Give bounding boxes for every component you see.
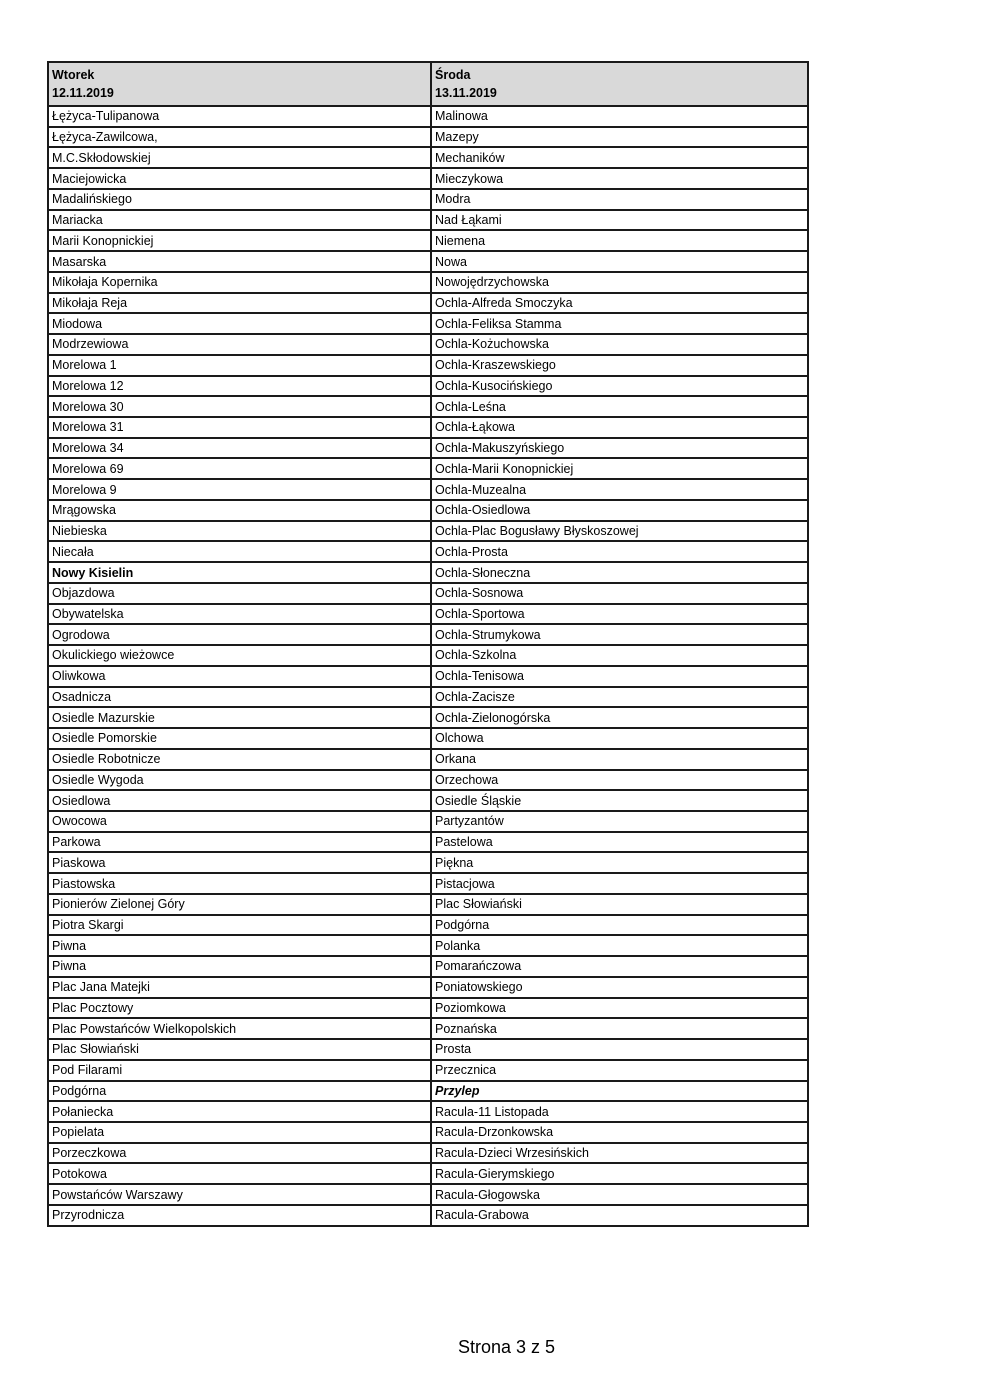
cell-tuesday-street: M.C.Skłodowskiej — [48, 147, 431, 168]
cell-tuesday-street: Osadnicza — [48, 687, 431, 708]
cell-tuesday-street: Nowy Kisielin — [48, 562, 431, 583]
table-row — [48, 1205, 808, 1226]
page-number: Strona 3 z 5 — [457, 1337, 556, 1357]
table-row — [48, 106, 808, 127]
cell-wednesday-street: Olchowa — [431, 728, 808, 749]
header-day: Wtorek — [52, 68, 95, 82]
cell-tuesday-street: Piwna — [48, 935, 431, 956]
cell-wednesday-street: Ochla-Kraszewskiego — [431, 355, 808, 376]
table-row — [48, 334, 808, 355]
table-row — [48, 521, 808, 542]
cell-tuesday-street: Owocowa — [48, 811, 431, 832]
cell-tuesday-street: Morelowa 69 — [48, 458, 431, 479]
cell-tuesday-street: Piwna — [48, 956, 431, 977]
table-row — [48, 147, 808, 168]
cell-tuesday-street: Morelowa 31 — [48, 417, 431, 438]
cell-tuesday-street: Parkowa — [48, 832, 431, 853]
table-row — [48, 355, 808, 376]
cell-tuesday-street: Piaskowa — [48, 852, 431, 873]
cell-tuesday-street: Maciejowicka — [48, 168, 431, 189]
cell-tuesday-street: Mrągowska — [48, 500, 431, 521]
cell-tuesday-street: Osiedle Robotnicze — [48, 749, 431, 770]
cell-tuesday-street: Powstańców Warszawy — [48, 1184, 431, 1205]
cell-wednesday-street: Ochla-Kusocińskiego — [431, 376, 808, 397]
table-row — [48, 687, 808, 708]
table-row — [48, 293, 808, 314]
cell-tuesday-street: Osiedle Wygoda — [48, 770, 431, 791]
table-row — [48, 458, 808, 479]
table-row — [48, 666, 808, 687]
cell-wednesday-street: Ochla-Sosnowa — [431, 583, 808, 604]
table-row — [48, 645, 808, 666]
header-tuesday — [48, 62, 431, 106]
table-row — [48, 1060, 808, 1081]
table-row — [48, 417, 808, 438]
table-row — [48, 1163, 808, 1184]
cell-wednesday-street: Racula-11 Listopada — [431, 1101, 808, 1122]
cell-tuesday-street: Przyrodnicza — [48, 1205, 431, 1226]
cell-wednesday-street: Pistacjowa — [431, 873, 808, 894]
table-row — [48, 583, 808, 604]
cell-wednesday-street: Polanka — [431, 935, 808, 956]
cell-wednesday-street: Ochla-Kożuchowska — [431, 334, 808, 355]
table-row — [48, 873, 808, 894]
table-row — [48, 396, 808, 417]
cell-tuesday-street: Obywatelska — [48, 604, 431, 625]
table-row — [48, 168, 808, 189]
cell-tuesday-street: Objazdowa — [48, 583, 431, 604]
table-row — [48, 894, 808, 915]
cell-wednesday-street: Poznańska — [431, 1018, 808, 1039]
schedule-table — [47, 61, 809, 1227]
cell-wednesday-street: Nad Łąkami — [431, 210, 808, 231]
cell-tuesday-street: Mikołaja Reja — [48, 293, 431, 314]
cell-tuesday-street: Okulickiego wieżowce — [48, 645, 431, 666]
table-row — [48, 541, 808, 562]
table-row — [48, 251, 808, 272]
table-row — [48, 313, 808, 334]
cell-wednesday-street: Mieczykowa — [431, 168, 808, 189]
header-day: Środa — [435, 68, 471, 82]
table-row — [48, 562, 808, 583]
cell-tuesday-street: Morelowa 34 — [48, 438, 431, 459]
cell-tuesday-street: Piastowska — [48, 873, 431, 894]
cell-tuesday-street: Madalińskiego — [48, 189, 431, 210]
cell-tuesday-street: Osiedle Pomorskie — [48, 728, 431, 749]
table-row — [48, 1039, 808, 1060]
header-date: 13.11.2019 — [435, 86, 497, 100]
cell-tuesday-street: Oliwkowa — [48, 666, 431, 687]
cell-tuesday-street: Łężyca-Tulipanowa — [48, 106, 431, 127]
cell-wednesday-street: Ochla-Feliksa Stamma — [431, 313, 808, 334]
table-row — [48, 1122, 808, 1143]
table-row — [48, 977, 808, 998]
table-row — [48, 624, 808, 645]
table-row — [48, 770, 808, 791]
page-footer — [0, 1337, 989, 1358]
table-row — [48, 500, 808, 521]
cell-tuesday-street: Morelowa 30 — [48, 396, 431, 417]
cell-wednesday-street: Malinowa — [431, 106, 808, 127]
cell-wednesday-street: Poniatowskiego — [431, 977, 808, 998]
cell-wednesday-street: Prosta — [431, 1039, 808, 1060]
cell-wednesday-street: Ochla-Sportowa — [431, 604, 808, 625]
table-row — [48, 127, 808, 148]
table-body — [48, 106, 808, 1226]
cell-tuesday-street: Podgórna — [48, 1081, 431, 1102]
cell-wednesday-street: Ochla-Marii Konopnickiej — [431, 458, 808, 479]
table-row — [48, 210, 808, 231]
cell-tuesday-street: Potokowa — [48, 1163, 431, 1184]
cell-tuesday-street: Marii Konopnickiej — [48, 230, 431, 251]
cell-wednesday-street: Ochla-Muzealna — [431, 479, 808, 500]
cell-wednesday-street: Ochla-Prosta — [431, 541, 808, 562]
cell-tuesday-street: Morelowa 1 — [48, 355, 431, 376]
cell-wednesday-street: Pomarańczowa — [431, 956, 808, 977]
table-row — [48, 749, 808, 770]
table-row — [48, 728, 808, 749]
cell-tuesday-street: Mariacka — [48, 210, 431, 231]
table-row — [48, 1184, 808, 1205]
table-row — [48, 376, 808, 397]
cell-wednesday-street: Podgórna — [431, 915, 808, 936]
table-row — [48, 230, 808, 251]
cell-tuesday-street: Mikołaja Kopernika — [48, 272, 431, 293]
cell-wednesday-street: Orzechowa — [431, 770, 808, 791]
table-row — [48, 1143, 808, 1164]
table-header — [48, 62, 808, 106]
cell-wednesday-street: Nowa — [431, 251, 808, 272]
cell-wednesday-street: Piękna — [431, 852, 808, 873]
cell-tuesday-street: Miodowa — [48, 313, 431, 334]
cell-tuesday-street: Plac Powstańców Wielkopolskich — [48, 1018, 431, 1039]
table-row — [48, 438, 808, 459]
cell-tuesday-street: Morelowa 12 — [48, 376, 431, 397]
cell-wednesday-street: Przylep — [431, 1081, 808, 1102]
table-row — [48, 852, 808, 873]
cell-tuesday-street: Osiedle Mazurskie — [48, 707, 431, 728]
cell-tuesday-street: Łężyca-Zawilcowa, — [48, 127, 431, 148]
table-row — [48, 272, 808, 293]
cell-wednesday-street: Racula-Drzonkowska — [431, 1122, 808, 1143]
cell-wednesday-street: Plac Słowiański — [431, 894, 808, 915]
cell-tuesday-street: Masarska — [48, 251, 431, 272]
table-row — [48, 956, 808, 977]
header-row — [48, 62, 808, 106]
cell-tuesday-street: Pionierów Zielonej Góry — [48, 894, 431, 915]
cell-wednesday-street: Niemena — [431, 230, 808, 251]
cell-wednesday-street: Ochla-Szkolna — [431, 645, 808, 666]
table-row — [48, 935, 808, 956]
cell-wednesday-street: Ochla-Słoneczna — [431, 562, 808, 583]
header-date: 12.11.2019 — [52, 86, 114, 100]
cell-wednesday-street: Racula-Grabowa — [431, 1205, 808, 1226]
cell-wednesday-street: Racula-Gierymskiego — [431, 1163, 808, 1184]
cell-wednesday-street: Mazepy — [431, 127, 808, 148]
table-row — [48, 1101, 808, 1122]
cell-wednesday-street: Ochla-Alfreda Smoczyka — [431, 293, 808, 314]
cell-wednesday-street: Ochla-Leśna — [431, 396, 808, 417]
cell-wednesday-street: Ochla-Strumykowa — [431, 624, 808, 645]
cell-tuesday-street: Plac Pocztowy — [48, 998, 431, 1019]
table-row — [48, 707, 808, 728]
cell-tuesday-street: Plac Jana Matejki — [48, 977, 431, 998]
table-row — [48, 998, 808, 1019]
cell-tuesday-street: Pod Filarami — [48, 1060, 431, 1081]
table-row — [48, 790, 808, 811]
cell-wednesday-street: Ochla-Łąkowa — [431, 417, 808, 438]
cell-tuesday-street: Piotra Skargi — [48, 915, 431, 936]
cell-tuesday-street: Plac Słowiański — [48, 1039, 431, 1060]
cell-tuesday-street: Porzeczkowa — [48, 1143, 431, 1164]
cell-wednesday-street: Ochla-Zacisze — [431, 687, 808, 708]
cell-tuesday-street: Osiedlowa — [48, 790, 431, 811]
table-row — [48, 479, 808, 500]
table-row — [48, 604, 808, 625]
header-wednesday — [431, 62, 808, 106]
cell-wednesday-street: Przecznica — [431, 1060, 808, 1081]
cell-wednesday-street: Partyzantów — [431, 811, 808, 832]
table-row — [48, 189, 808, 210]
cell-tuesday-street: Niecała — [48, 541, 431, 562]
cell-tuesday-street: Morelowa 9 — [48, 479, 431, 500]
table-row — [48, 1081, 808, 1102]
table-row — [48, 915, 808, 936]
cell-wednesday-street: Osiedle Śląskie — [431, 790, 808, 811]
table-row — [48, 811, 808, 832]
table-row — [48, 832, 808, 853]
cell-wednesday-street: Nowojędrzychowska — [431, 272, 808, 293]
cell-tuesday-street: Ogrodowa — [48, 624, 431, 645]
table-row — [48, 1018, 808, 1039]
cell-wednesday-street: Mechaników — [431, 147, 808, 168]
cell-wednesday-street: Ochla-Zielonogórska — [431, 707, 808, 728]
cell-wednesday-street: Ochla-Plac Bogusławy Błyskoszowej — [431, 521, 808, 542]
cell-wednesday-street: Orkana — [431, 749, 808, 770]
cell-wednesday-street: Ochla-Makuszyńskiego — [431, 438, 808, 459]
cell-wednesday-street: Ochla-Tenisowa — [431, 666, 808, 687]
cell-wednesday-street: Pastelowa — [431, 832, 808, 853]
cell-wednesday-street: Poziomkowa — [431, 998, 808, 1019]
cell-tuesday-street: Niebieska — [48, 521, 431, 542]
cell-wednesday-street: Racula-Dzieci Wrzesińskich — [431, 1143, 808, 1164]
cell-wednesday-street: Ochla-Osiedlowa — [431, 500, 808, 521]
cell-wednesday-street: Racula-Głogowska — [431, 1184, 808, 1205]
cell-tuesday-street: Popielata — [48, 1122, 431, 1143]
cell-tuesday-street: Modrzewiowa — [48, 334, 431, 355]
cell-tuesday-street: Połaniecka — [48, 1101, 431, 1122]
cell-wednesday-street: Modra — [431, 189, 808, 210]
